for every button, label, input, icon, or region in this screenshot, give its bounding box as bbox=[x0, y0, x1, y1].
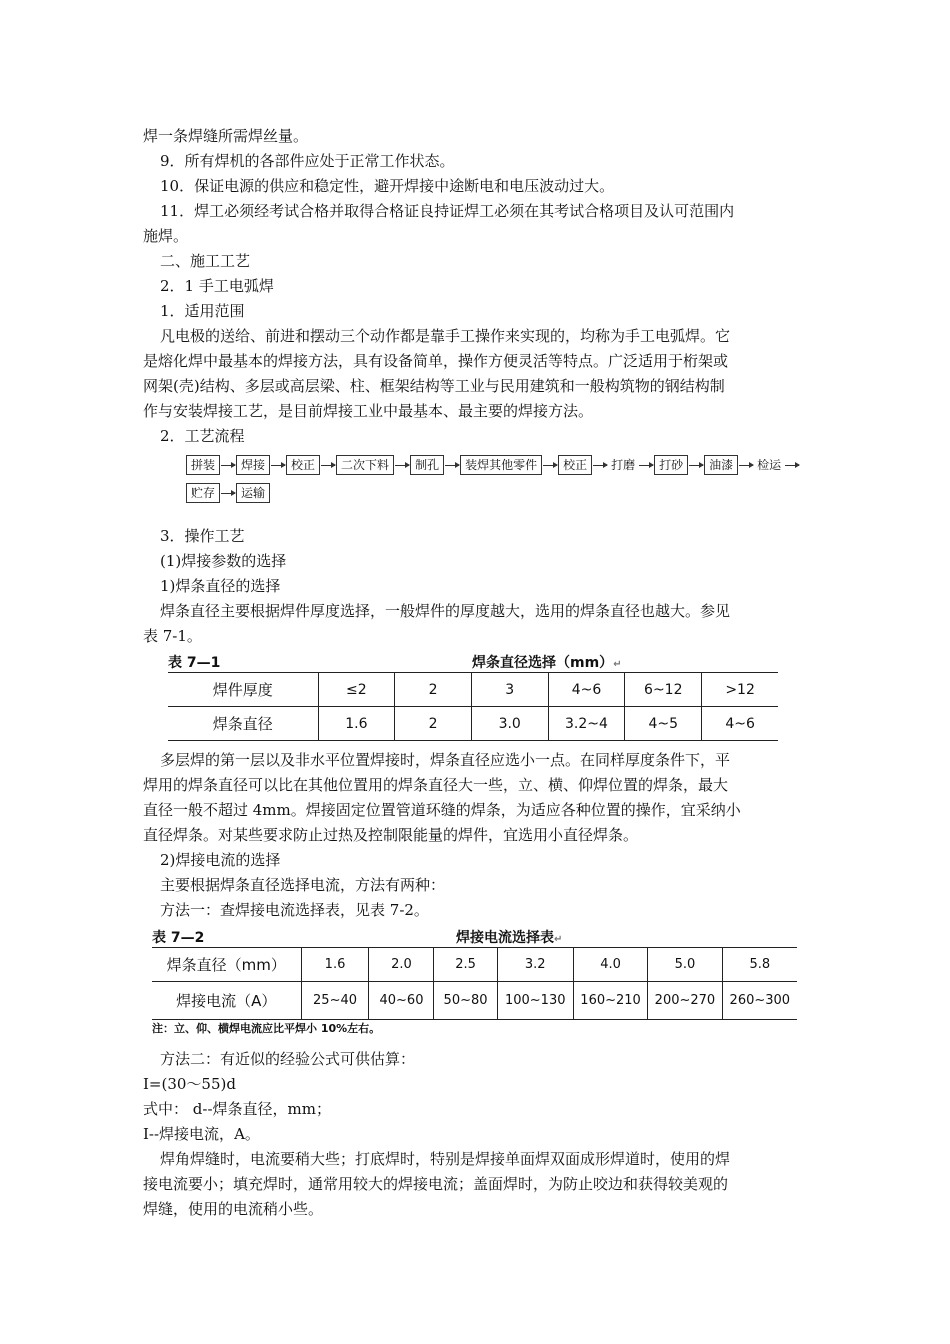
flow-step: 油漆 bbox=[704, 455, 738, 475]
text-line: 凡电极的送给、前进和摆动三个动作都是靠手工操作来实现的，均称为手工电弧焊。它 bbox=[160, 327, 731, 345]
flow-step: 校正 bbox=[558, 455, 592, 475]
process-flow-row-1 bbox=[186, 455, 800, 475]
table-cell: 2.5 bbox=[434, 948, 497, 982]
table-cell: 40~60 bbox=[369, 982, 434, 1020]
arrow-right-icon bbox=[739, 465, 753, 466]
text-line: 直径一般不超过 4mm。焊接固定位置管道环缝的焊条，为适应各种位置的操作，宜采纳小 bbox=[143, 801, 741, 819]
text-line: 直径焊条。对某些要求防止过热及控制限能量的焊件，宜选用小直径焊条。 bbox=[143, 826, 639, 844]
table-title: 焊条直径选择（mm）↵ bbox=[472, 655, 622, 671]
arrow-right-icon bbox=[689, 465, 703, 466]
text-line: 方法一：查焊接电流选择表，见表 7-2。 bbox=[160, 901, 429, 919]
table-cell: 6~12 bbox=[625, 673, 702, 707]
subsection-heading: 2．工艺流程 bbox=[160, 427, 245, 445]
table-cell: 3.2~4 bbox=[548, 707, 625, 741]
text-line: 10．保证电源的供应和稳定性，避开焊接中途断电和电压波动过大。 bbox=[160, 177, 615, 195]
table-cell: 5.0 bbox=[648, 948, 722, 982]
flow-step: 校正 bbox=[286, 455, 320, 475]
table-cell: 5.8 bbox=[722, 948, 797, 982]
table-header-cell: 焊件厚度 bbox=[168, 673, 318, 707]
text-line: 11．焊工必须经考试合格并取得合格证良持证焊工必须在其考试合格项目及认可范围内 bbox=[160, 202, 735, 220]
arrow-right-icon bbox=[321, 465, 335, 466]
flow-step: 拼装 bbox=[186, 455, 220, 475]
text-line: 方法二：有近似的经验公式可供估算： bbox=[160, 1050, 416, 1068]
table-cell: 4~5 bbox=[625, 707, 702, 741]
welding-current-table bbox=[152, 947, 797, 1020]
flow-step: 制孔 bbox=[410, 455, 444, 475]
arrow-right-icon bbox=[395, 465, 409, 466]
table-cell: 200~270 bbox=[648, 982, 722, 1020]
arrow-right-icon bbox=[221, 465, 235, 466]
text-line: 施焊。 bbox=[143, 227, 189, 245]
table-cell: 4~6 bbox=[548, 673, 625, 707]
text-line: 式中： d--焊条直径，mm； bbox=[143, 1100, 331, 1118]
table-row bbox=[152, 982, 797, 1020]
arrow-right-icon bbox=[785, 465, 799, 466]
arrow-right-icon bbox=[221, 493, 235, 494]
table-cell: 2.0 bbox=[369, 948, 434, 982]
table-cell: 50~80 bbox=[434, 982, 497, 1020]
table-cell: 1.6 bbox=[318, 707, 395, 741]
table-cell: 3.0 bbox=[471, 707, 548, 741]
text-line: 焊一条焊缝所需焊丝量。 bbox=[143, 127, 309, 145]
table-cell: 3.2 bbox=[497, 948, 573, 982]
table-cell: 260~300 bbox=[722, 982, 797, 1020]
text-line: 是熔化焊中最基本的焊接方法，具有设备简单，操作方便灵活等特点。广泛适用于桁架或 bbox=[143, 352, 729, 370]
table-label: 表 7—2 bbox=[152, 930, 205, 946]
text-line: 表 7-1。 bbox=[143, 627, 202, 645]
flow-step: 焊接 bbox=[236, 455, 270, 475]
subsection-heading: 1)焊条直径的选择 bbox=[160, 577, 281, 595]
subsection-heading: 1．适用范围 bbox=[160, 302, 245, 320]
text-line: 焊缝，使用的电流稍小些。 bbox=[143, 1200, 324, 1218]
arrow-right-icon bbox=[445, 465, 459, 466]
electrode-diameter-table bbox=[168, 672, 778, 741]
table-cell: 2 bbox=[395, 707, 472, 741]
table-row bbox=[152, 948, 797, 982]
table-cell: 4~6 bbox=[702, 707, 778, 741]
subsection-heading: (1)焊接参数的选择 bbox=[160, 552, 287, 570]
text-line: 焊条直径主要根据焊件厚度选择，一般焊件的厚度越大，选用的焊条直径也越大。参见 bbox=[160, 602, 731, 620]
table-header-cell: 焊条直径（mm） bbox=[152, 948, 301, 982]
arrow-right-icon bbox=[271, 465, 285, 466]
flow-step: 二次下料 bbox=[336, 455, 394, 475]
text-line: I--焊接电流，A。 bbox=[143, 1125, 260, 1143]
process-flow-row-2 bbox=[186, 483, 270, 503]
arrow-right-icon bbox=[543, 465, 557, 466]
table-cell: 3 bbox=[471, 673, 548, 707]
table-title: 焊接电流选择表↵ bbox=[456, 930, 563, 946]
flow-step: 检运 bbox=[757, 458, 782, 472]
table-cell: 4.0 bbox=[573, 948, 647, 982]
formula: I=(30～55)d bbox=[143, 1075, 236, 1093]
table-header-cell: 焊条直径 bbox=[168, 707, 318, 741]
text-line: 焊用的焊条直径可以比在其他位置用的焊条直径大一些，立、横、仰焊位置的焊条，最大 bbox=[143, 776, 729, 794]
arrow-right-icon bbox=[593, 465, 607, 466]
table-note: 注：立、仰、横焊电流应比平焊小 10%左右。 bbox=[152, 1022, 381, 1035]
subsection-heading: 2．1 手工电弧焊 bbox=[160, 277, 274, 295]
table-cell: 1.6 bbox=[301, 948, 369, 982]
subsection-heading: 3．操作工艺 bbox=[160, 527, 245, 545]
table-cell: 100~130 bbox=[497, 982, 573, 1020]
flow-step: 打磨 bbox=[611, 458, 636, 472]
flow-step: 贮存 bbox=[186, 483, 220, 503]
table-cell: 25~40 bbox=[301, 982, 369, 1020]
subsection-heading: 2)焊接电流的选择 bbox=[160, 851, 281, 869]
text-line: 多层焊的第一层以及非水平位置焊接时，焊条直径应选小一点。在同样厚度条件下，平 bbox=[160, 751, 731, 769]
flow-step: 运输 bbox=[236, 483, 270, 503]
flow-step: 装焊其他零件 bbox=[460, 455, 542, 475]
text-line: 焊角焊缝时，电流要稍大些；打底焊时，特别是焊接单面焊双面成形焊道时，使用的焊 bbox=[160, 1150, 731, 1168]
table-cell: >12 bbox=[702, 673, 778, 707]
arrow-right-icon bbox=[639, 465, 653, 466]
text-line: 主要根据焊条直径选择电流，方法有两种： bbox=[160, 876, 446, 894]
table-row bbox=[168, 673, 778, 707]
table-cell: 160~210 bbox=[573, 982, 647, 1020]
text-line: 作与安装焊接工艺，是目前焊接工业中最基本、最主要的焊接方法。 bbox=[143, 402, 594, 420]
table-cell: 2 bbox=[395, 673, 472, 707]
text-line: 网架(壳)结构、多层或高层梁、柱、框架结构等工业与民用建筑和一般构筑物的钢结构制 bbox=[143, 377, 725, 395]
section-heading: 二、施工工艺 bbox=[160, 252, 251, 270]
table-row bbox=[168, 707, 778, 741]
table-cell: ≤2 bbox=[318, 673, 395, 707]
table-label: 表 7—1 bbox=[168, 655, 221, 671]
text-line: 接电流要小；填充焊时，通常用较大的焊接电流；盖面焊时，为防止咬边和获得较美观的 bbox=[143, 1175, 729, 1193]
text-line: 9．所有焊机的各部件应处于正常工作状态。 bbox=[160, 152, 455, 170]
table-header-cell: 焊接电流（A） bbox=[152, 982, 301, 1020]
flow-step: 打砂 bbox=[654, 455, 688, 475]
